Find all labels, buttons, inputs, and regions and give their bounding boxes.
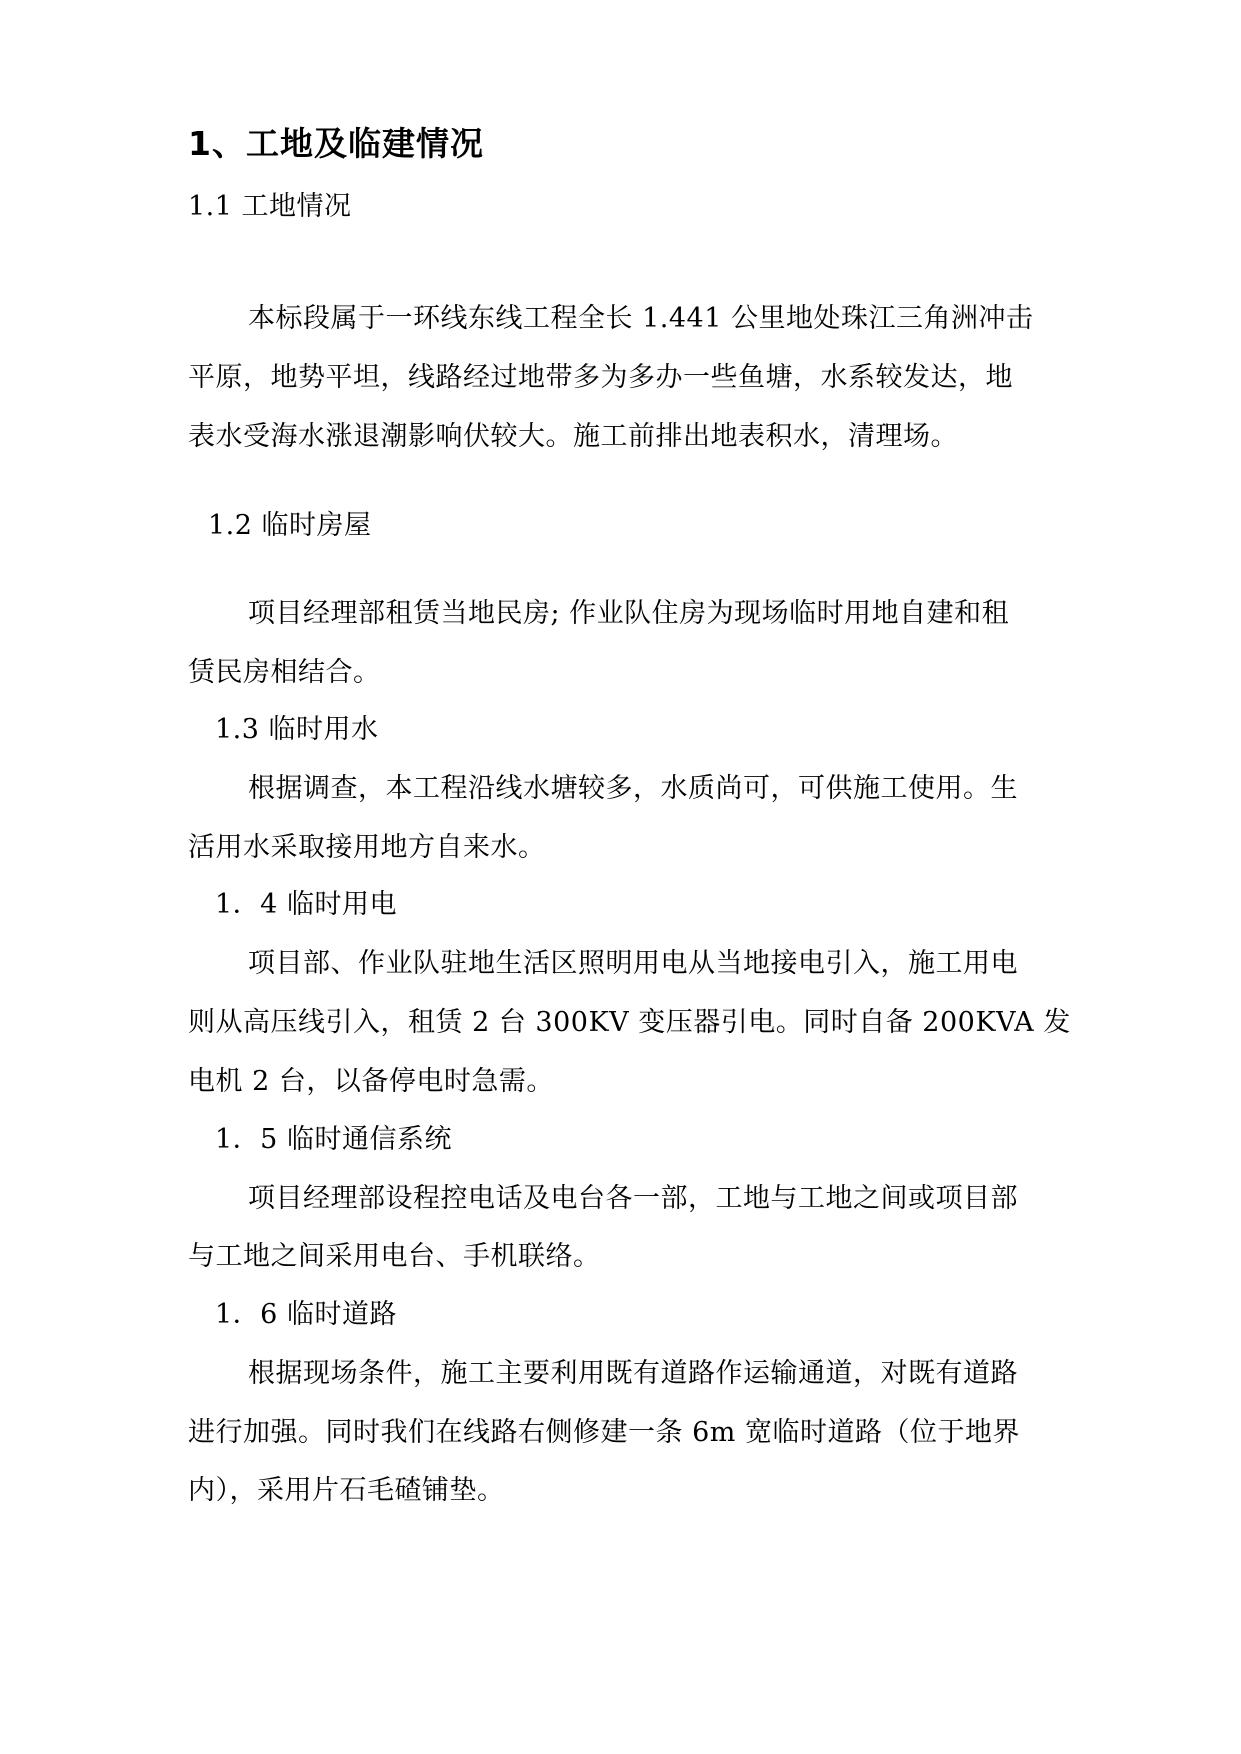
- paragraph-line: 根据现场条件，施工主要利用既有道路作运输通道，对既有道路: [248, 1358, 1018, 1389]
- document-title: 1、工地及临建情况: [188, 124, 484, 163]
- paragraph-line: 与工地之间采用电台、手机联络。: [188, 1241, 601, 1272]
- paragraph-line: 平原，地势平坦，线路经过地带多为多办一些鱼塘，水系较发达，地: [188, 362, 1013, 393]
- paragraph-line: 表水受海水涨退潮影响伏较大。施工前排出地表积水，清理场。: [188, 421, 958, 452]
- paragraph-line: 则从高压线引入，租赁 2 台 300KV 变压器引电。同时自备 200KVA 发: [188, 1007, 1071, 1038]
- section-heading-1-2: 1.2 临时房屋: [208, 510, 372, 541]
- paragraph-line: 赁民房相结合。: [188, 657, 381, 688]
- section-heading-1-6: 1．6 临时道路: [215, 1299, 397, 1330]
- section-heading-1-4: 1．4 临时用电: [215, 889, 397, 920]
- paragraph-line: 项目部、作业队驻地生活区照明用电从当地接电引入，施工用电: [248, 948, 1018, 979]
- paragraph-line: 活用水采取接用地方自来水。: [188, 832, 546, 863]
- section-heading-1-1: 1.1 工地情况: [188, 191, 352, 222]
- section-heading-1-5: 1．5 临时通信系统: [215, 1124, 452, 1155]
- paragraph-line: 电机 2 台，以备停电时急需。: [188, 1066, 554, 1097]
- paragraph-line: 项目经理部设程控电话及电台各一部，工地与工地之间或项目部: [248, 1183, 1018, 1214]
- paragraph-line: 根据调查，本工程沿线水塘较多，水质尚可，可供施工使用。生: [248, 773, 1018, 804]
- section-heading-1-3: 1.3 临时用水: [215, 714, 379, 745]
- paragraph-line: 进行加强。同时我们在线路右侧修建一条 6m 宽临时道路（位于地界: [188, 1417, 1020, 1448]
- paragraph-line: 内），采用片石毛碴铺垫。: [188, 1475, 505, 1506]
- paragraph-line: 项目经理部租赁当地民房; 作业队住房为现场临时用地自建和租: [248, 598, 1010, 629]
- paragraph-line: 本标段属于一环线东线工程全长 1.441 公里地处珠江三角洲冲击: [248, 303, 1034, 334]
